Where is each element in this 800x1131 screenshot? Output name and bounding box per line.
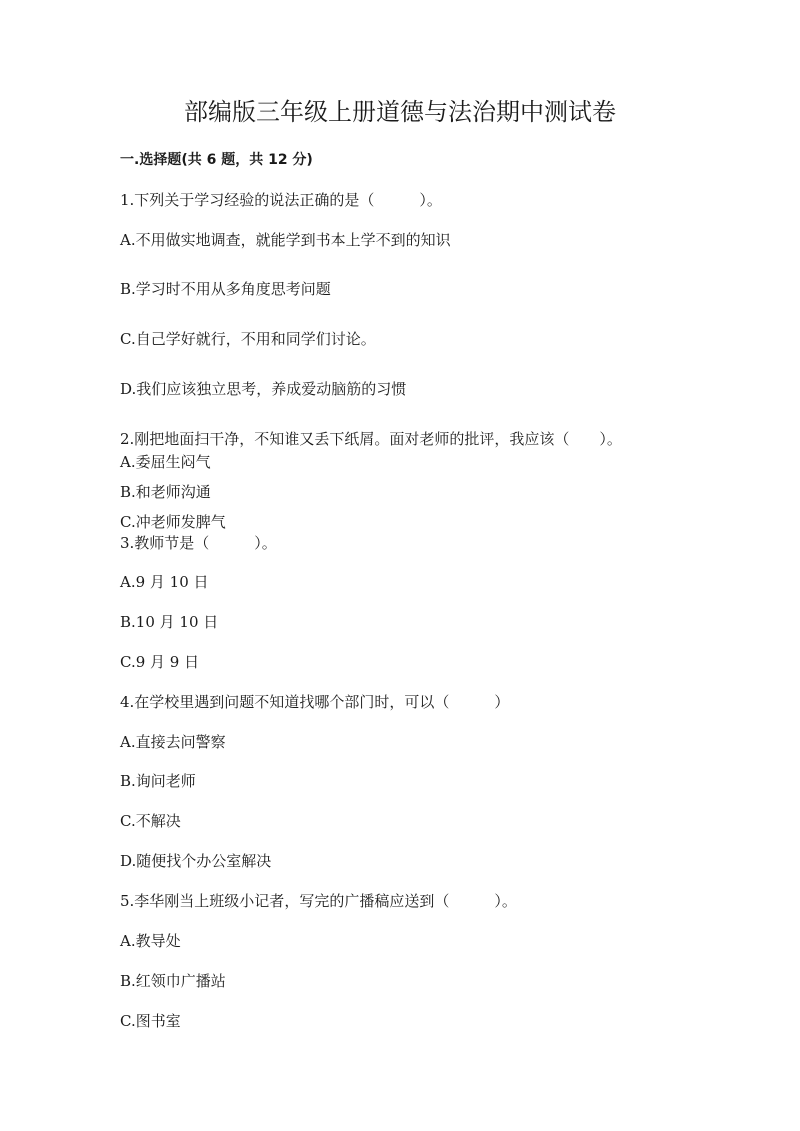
question-3-option-c: C.9 月 9 日 bbox=[120, 653, 200, 671]
question-2-stem: 2.刚把地面扫干净，不知谁又丢下纸屑。面对老师的批评，我应该（ ）。 bbox=[120, 430, 622, 448]
question-1-option-d: D.我们应该独立思考，养成爱动脑筋的习惯 bbox=[120, 380, 407, 398]
question-3-option-a: A.9 月 10 日 bbox=[120, 573, 209, 591]
question-2-option-a: A.委屈生闷气 bbox=[120, 453, 211, 471]
page-title: 部编版三年级上册道德与法治期中测试卷 bbox=[184, 98, 616, 126]
question-5-option-c: C.图书室 bbox=[120, 1012, 181, 1030]
question-5-option-b: B.红领巾广播站 bbox=[120, 972, 226, 990]
question-2-option-c: C.冲老师发脾气 bbox=[120, 513, 226, 531]
question-2-option-b: B.和老师沟通 bbox=[120, 483, 211, 501]
question-1-stem: 1.下列关于学习经验的说法正确的是（ ）。 bbox=[120, 191, 442, 209]
question-4-option-a: A.直接去问警察 bbox=[120, 733, 226, 751]
question-5-stem: 5.李华刚当上班级小记者，写完的广播稿应送到（ ）。 bbox=[120, 892, 517, 910]
question-3-option-b: B.10 月 10 日 bbox=[120, 613, 219, 631]
question-4-stem: 4.在学校里遇到问题不知道找哪个部门时，可以（ ） bbox=[120, 693, 510, 711]
question-4-option-b: B.询问老师 bbox=[120, 772, 196, 790]
section-heading: 一.选择题(共 6 题，共 12 分) bbox=[120, 152, 313, 168]
question-1-option-b: B.学习时不用从多角度思考问题 bbox=[120, 280, 331, 298]
question-1-option-c: C.自己学好就行，不用和同学们讨论。 bbox=[120, 330, 376, 348]
question-1-option-a: A.不用做实地调查，就能学到书本上学不到的知识 bbox=[120, 231, 451, 249]
question-4-option-d: D.随便找个办公室解决 bbox=[120, 852, 272, 870]
question-5-option-a: A.教导处 bbox=[120, 932, 181, 950]
question-4-option-c: C.不解决 bbox=[120, 812, 181, 830]
question-3-stem: 3.教师节是（ ）。 bbox=[120, 534, 277, 552]
